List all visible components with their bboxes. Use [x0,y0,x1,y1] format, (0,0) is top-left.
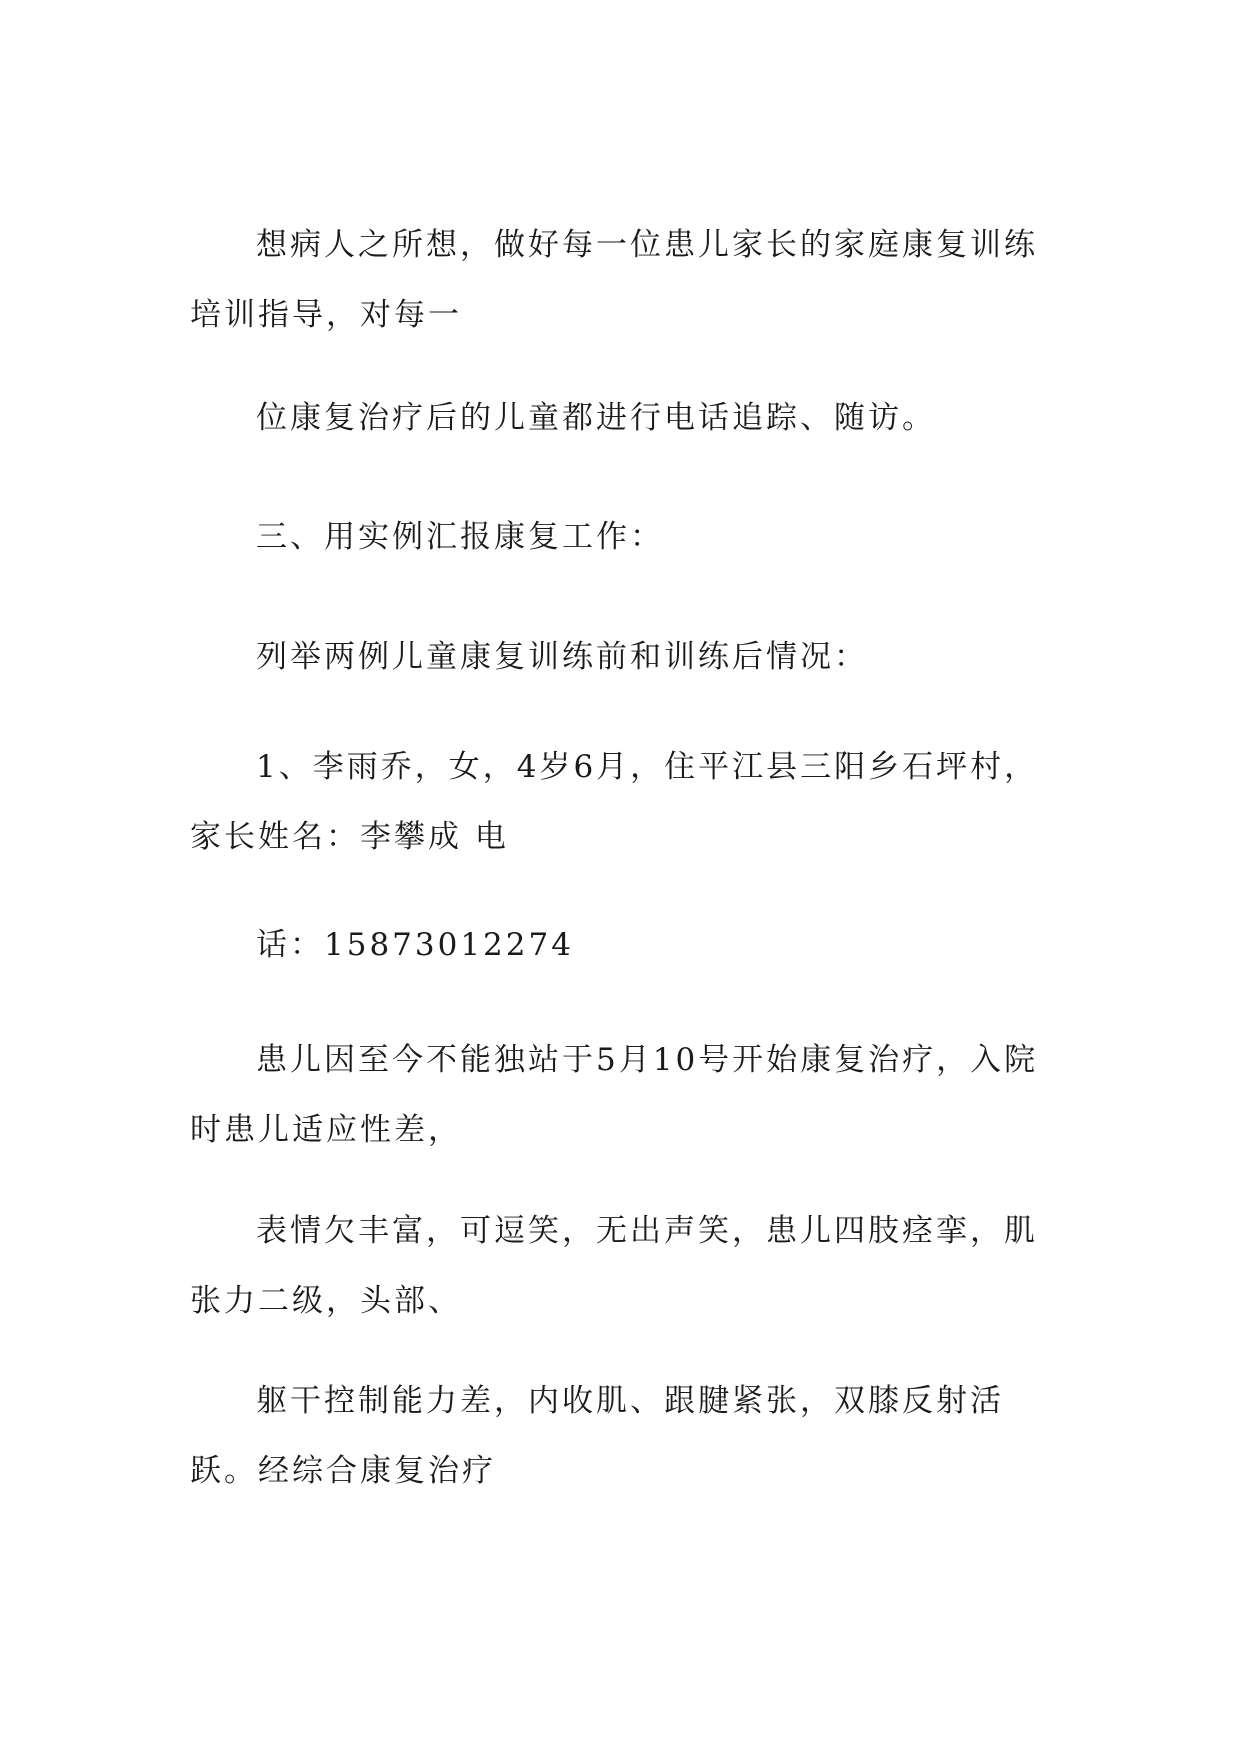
paragraph-case-intro: 列举两例儿童康复训练前和训练后情况： [256,639,868,675]
paragraph-case-1-admission: 患儿因至今不能独站于5月10号开始康复治疗，入院时患儿适应性差， [190,1042,1039,1148]
paragraph-case-1-phone: 话：15873012274 [256,927,574,963]
paragraph-case-1-treatment: 躯干控制能力差，内收肌、跟腱紧张，双膝反射活跃。经综合康复治疗 [190,1383,1004,1489]
paragraph-phone-followup: 位康复治疗后的儿童都进行电话追踪、随访。 [256,400,936,436]
paragraph-case-1-info: 1、李雨乔，女，4岁6月，住平江县三阳乡石坪村，家长姓名：李攀成 电 [190,749,1039,855]
section-heading-case-report: 三、用实例汇报康复工作： [256,519,664,555]
paragraph-case-1-symptoms: 表情欠丰富，可逗笑，无出声笑，患儿四肢痉挛，肌张力二级，头部、 [190,1213,1038,1319]
paragraph-training-guidance: 想病人之所想，做好每一位患儿家长的家庭康复训练培训指导，对每一 [190,227,1038,333]
